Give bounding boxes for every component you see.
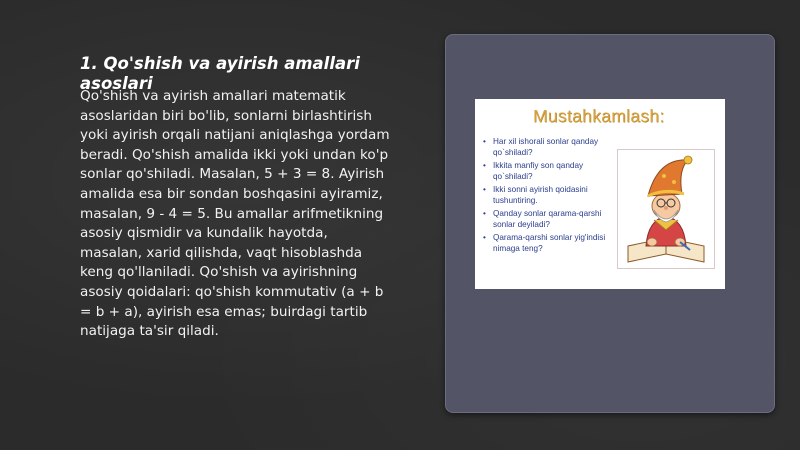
cartoon-scholar-icon	[618, 150, 714, 268]
list-item: • Qanday sonlar qarama-qarshi sonlar deyiladi?	[483, 209, 615, 230]
cartoon-illustration	[617, 149, 715, 269]
slide-title: 1. Qo'shish va ayirish amallari asoslari	[80, 54, 360, 93]
slide-body-text: Qo'shish va ayirish amallari matematik asoslaridan biri bo'lib, sonlarni birlashtirish yoki ayirish orqali natijani aniqlashga yordam beradi. Qo'shish amalida ikki yoki undan ko'p sonlar qo'shiladi. Masalan, 5 + 3 = 8. Ayirish amalida esa bir sondan boshqasini ayiramiz, masalan, 9 - 4 = 5. Bu amallar arifmetikning asosiy qismidir va kundalik hayotda, masalan, xarid qilishda, vaqt hisoblashda keng qo'llaniladi. Qo'shish va ayirishning asosiy qoidalari: qo'shish kommutativ (a + b = b + a), ayirish esa emas; buirdagi tartib natijaga ta'sir qiladi.	[80, 88, 390, 340]
embedded-slide-image	[475, 99, 725, 289]
embedded-slide-question-list	[483, 137, 615, 257]
list-item: • Qarama-qarshi sonlar yig'indisi nimaga teng?	[483, 233, 615, 254]
list-item: • Ikki sonni ayirish qoidasini tushuntiring.	[483, 185, 615, 206]
image-card	[445, 34, 775, 413]
list-item: • Ikkita manfiy son qanday qo`shiladi?	[483, 161, 615, 182]
slide-text-block	[80, 54, 425, 342]
embedded-slide-title: Mustahkamlash:	[533, 106, 665, 126]
list-item: • Har xil ishorali sonlar qanday qo`shiladi?	[483, 137, 615, 158]
